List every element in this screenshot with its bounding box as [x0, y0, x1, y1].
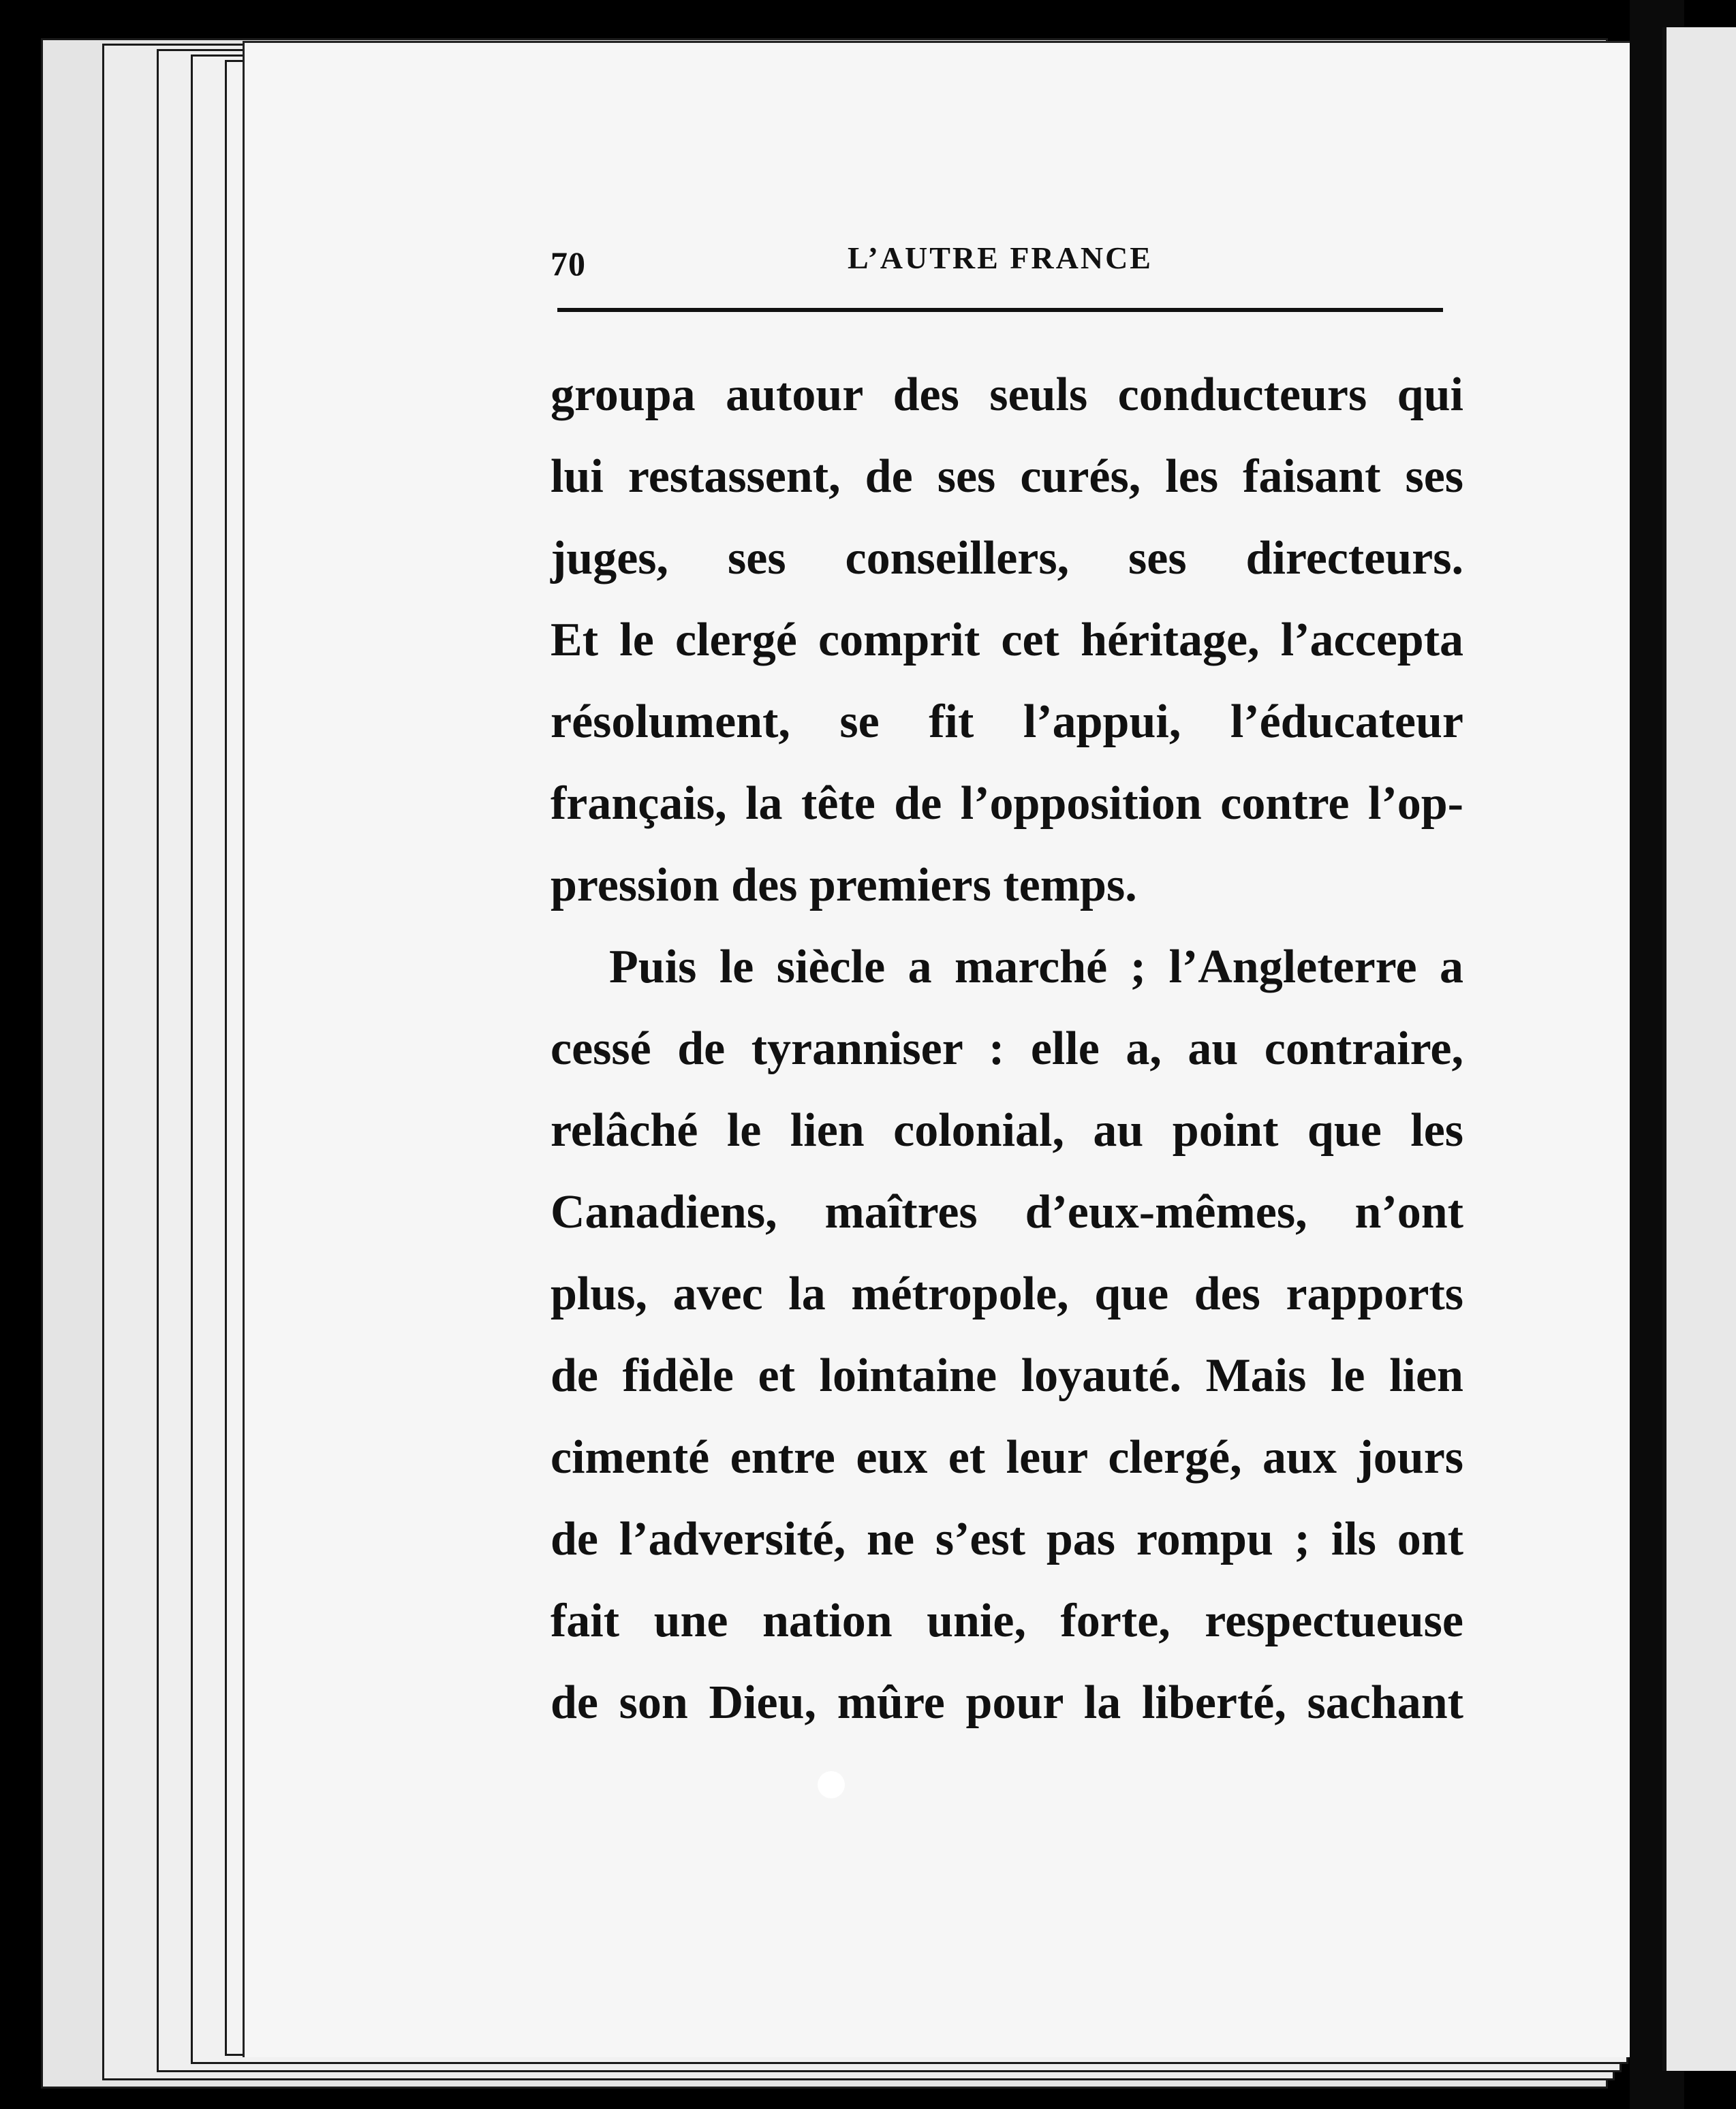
- text-line: résolument, se fit l’appui, l’éducateur: [551, 696, 1463, 748]
- page-header: [551, 240, 1439, 287]
- body-text: [551, 354, 1463, 1744]
- text-line: Canadiens, maîtres d’eux-mêmes, n’ont: [551, 1186, 1463, 1238]
- running-title: L’AUTRE FRANCE: [848, 240, 1153, 275]
- text-line: lui restassent, de ses curés, les faisant ses: [551, 450, 1463, 503]
- text-line: de fidèle et lointaine loyauté. Mais le lien: [551, 1349, 1463, 1402]
- text-line: juges, ses conseillers, ses directeurs.: [551, 532, 1463, 584]
- text-line: plus, avec la métropole, que des rapports: [551, 1268, 1463, 1320]
- text-line: français, la tête de l’opposition contre l’op-: [551, 777, 1463, 830]
- text-line: de l’adversité, ne s’est pas rompu ; ils ont: [551, 1513, 1463, 1565]
- text-line: cimenté entre eux et leur clergé, aux jours: [551, 1431, 1463, 1484]
- text-line: Et le clergé comprit cet héritage, l’accepta: [551, 614, 1463, 666]
- page-number: 70: [551, 245, 586, 283]
- text-line: de son Dieu, mûre pour la liberté, sachant: [551, 1676, 1463, 1729]
- text-line: relâché le lien colonial, au point que les: [551, 1104, 1463, 1157]
- text-line: cessé de tyranniser : elle a, au contraire,: [551, 1022, 1463, 1075]
- text-line: pression des premiers temps.: [551, 859, 1137, 911]
- text-line: Puis le siècle a marché ; l’Angleterre a: [609, 941, 1463, 993]
- text-line: fait une nation unie, forte, respectueuse: [551, 1595, 1463, 1647]
- paper-blemish: [818, 1771, 845, 1798]
- text-line: groupa autour des seuls conducteurs qui: [551, 369, 1463, 421]
- header-rule: [557, 308, 1443, 312]
- facing-page-edge: [1662, 27, 1736, 2071]
